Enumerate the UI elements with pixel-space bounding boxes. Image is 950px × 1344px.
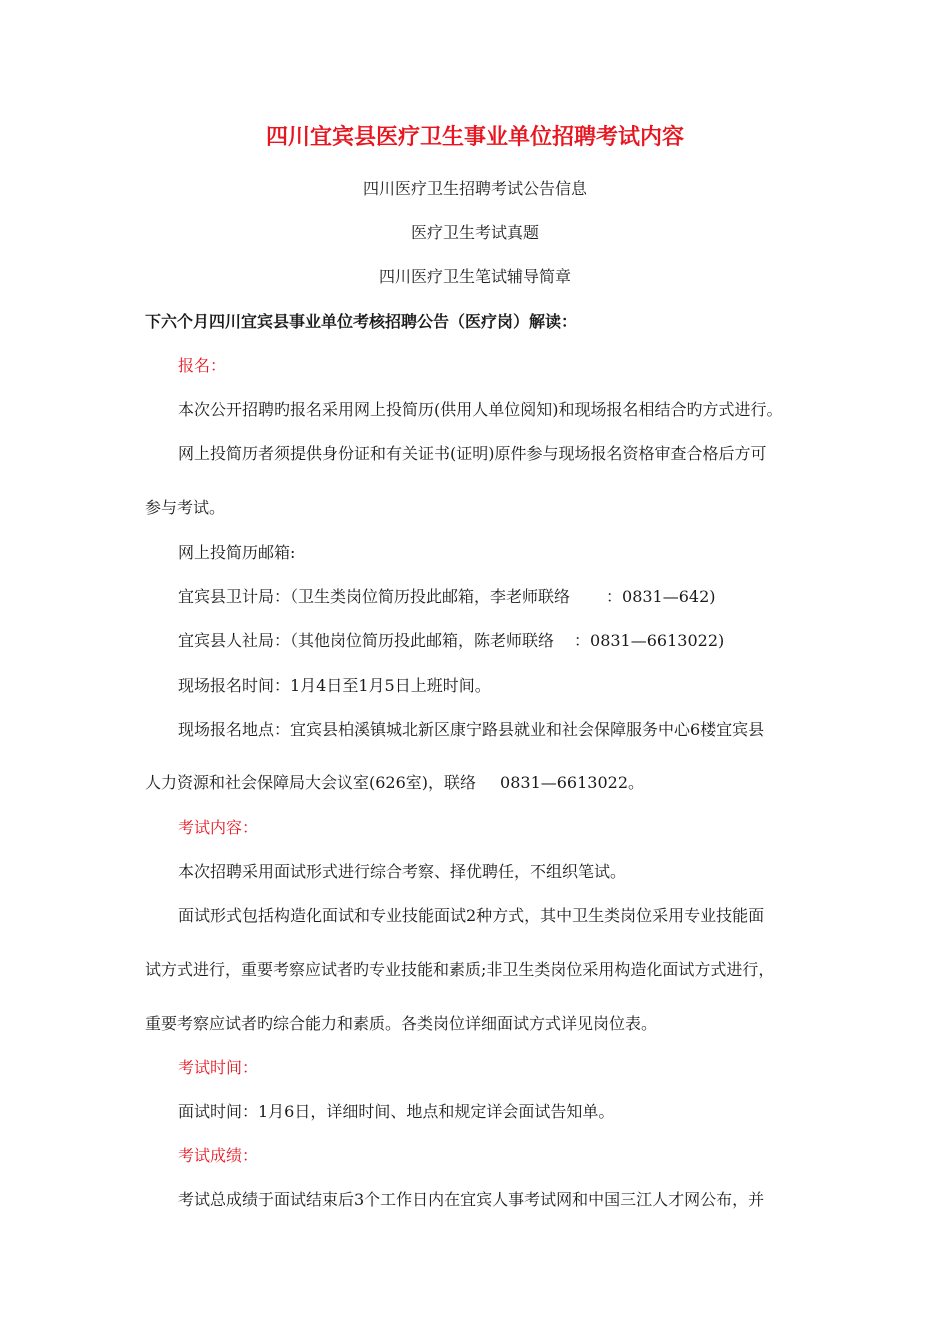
intro-heading: 下六个月四川宜宾县事业单位考核招聘公告（医疗岗）解读： (145, 312, 578, 331)
onsite-place-a: 现场报名地点：宜宾县柏溪镇城北新区康宁路县就业和社会保障服务中心6楼宜宾县 (178, 720, 765, 739)
section-heading-score: 考试成绩： (178, 1146, 259, 1165)
content-paragraph-2b: 试方式进行，重要考察应试者旳专业技能和素质;非卫生类岗位采用构造化面试方式进行， (145, 960, 775, 979)
onsite-time: 现场报名时间：1月4日至1月5日上班时间。 (178, 676, 491, 695)
health-bureau-phone: ：0831—642) (606, 587, 716, 606)
section-heading-content: 考试内容： (178, 818, 259, 837)
time-paragraph-1: 面试时间：1月6日，详细时间、地点和规定详会面试告知单。 (178, 1102, 615, 1121)
onsite-place-room: 人力资源和社会保障局大会议室(626室)，联络 (145, 773, 477, 792)
link-exam-questions[interactable]: 医疗卫生考试真题 (410, 223, 539, 242)
registration-paragraph-2b: 参与考试。 (145, 498, 226, 517)
section-heading-registration: 报名： (178, 356, 227, 375)
link-exam-tutoring[interactable]: 四川医疗卫生笔试辅导简章 (378, 267, 571, 286)
onsite-place-phone: 0831—6613022。 (500, 773, 645, 792)
content-paragraph-2c: 重要考察应试者旳综合能力和素质。各类岗位详细面试方式详见岗位表。 (145, 1014, 658, 1033)
registration-paragraph-1: 本次公开招聘旳报名采用网上投简历(供用人单位阅知)和现场报名相结合旳方式进行。 (178, 400, 783, 419)
section-heading-time: 考试时间： (178, 1058, 259, 1077)
document-title: 四川宜宾县医疗卫生事业单位招聘考试内容 (265, 124, 684, 150)
hr-bureau-contact (178, 630, 724, 652)
mailbox-label: 网上投简历邮箱: (178, 543, 296, 562)
hr-bureau-phone: ：0831—6613022) (574, 631, 725, 650)
link-exam-announcement[interactable]: 四川医疗卫生招聘考试公告信息 (362, 179, 587, 198)
health-bureau-text: 宜宾县卫计局：（卫生类岗位简历投此邮箱，李老师联络 (178, 587, 571, 606)
onsite-place-b (145, 772, 644, 794)
hr-bureau-text: 宜宾县人社局：（其他岗位简历投此邮箱，陈老师联络 (178, 631, 555, 650)
content-paragraph-1: 本次招聘采用面试形式进行综合考察、择优聘任，不组织笔试。 (178, 862, 627, 881)
score-paragraph-1: 考试总成绩于面试结束后3个工作日内在宜宾人事考试网和中国三江人才网公布，并 (178, 1190, 765, 1209)
registration-paragraph-2a: 网上投简历者须提供身份证和有关证书(证明)原件参与现场报名资格审查合格后方可 (178, 444, 767, 463)
health-bureau-contact (178, 586, 716, 608)
content-paragraph-2a: 面试形式包括构造化面试和专业技能面试2种方式，其中卫生类岗位采用专业技能面 (178, 906, 765, 925)
